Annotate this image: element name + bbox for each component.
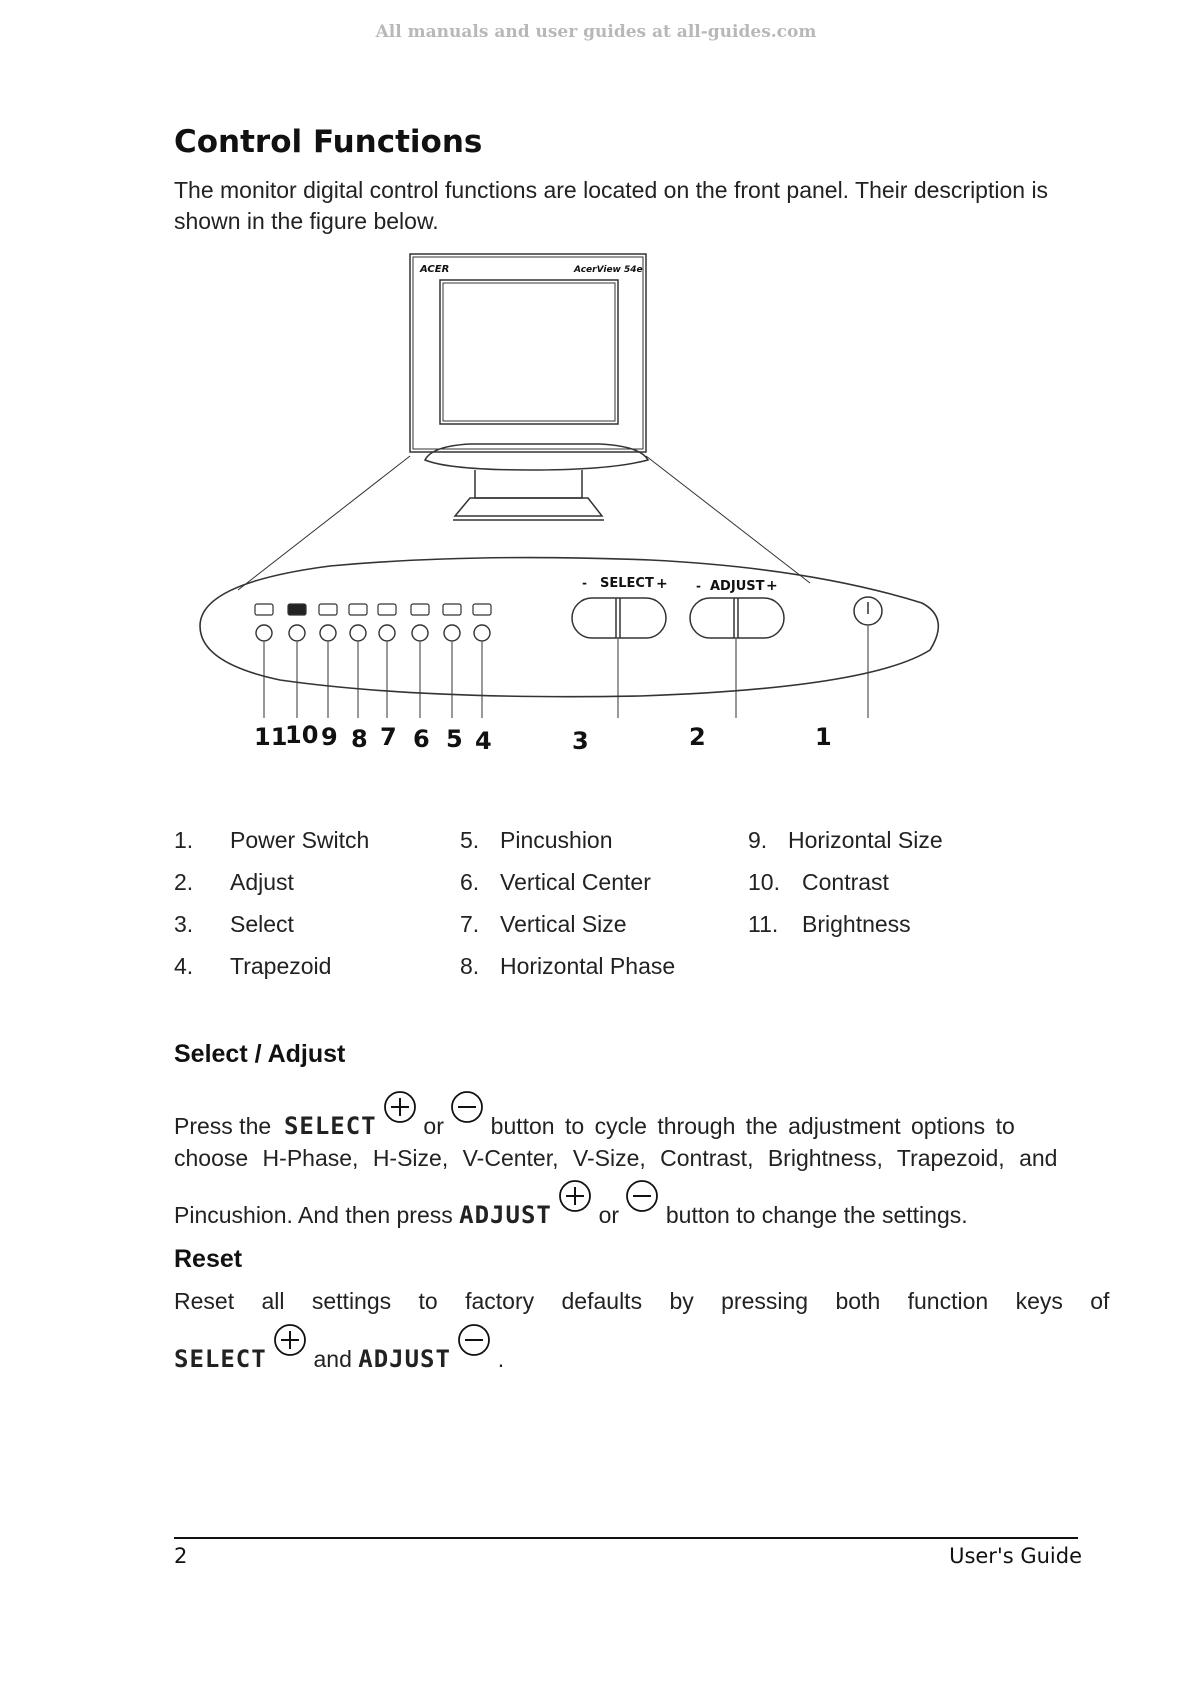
callout-number: 11 — [254, 723, 288, 751]
minus-circle-icon — [450, 1090, 484, 1124]
plus-circle-icon — [558, 1179, 592, 1213]
svg-text:-: - — [696, 579, 701, 593]
select-adjust-line-2: choose H-Phase, H-Size, V-Center, V-Size, Contrast, Brightness, Trapezoid, and — [174, 1145, 1058, 1171]
front-panel-figure — [170, 248, 940, 768]
minus-circle-icon — [457, 1323, 491, 1357]
control-symbol-icon — [288, 604, 306, 615]
legend-item: 9. Horizontal Size — [748, 827, 943, 853]
adjust-label: ADJUST — [710, 579, 765, 594]
control-symbol-icon — [411, 604, 429, 615]
indicator-led — [320, 625, 336, 641]
indicator-led — [474, 625, 490, 641]
front-panel-outline — [200, 558, 938, 697]
control-symbol-icon — [349, 604, 367, 615]
legend-item: 4. Trapezoid — [174, 953, 332, 979]
callout-number: 8 — [351, 725, 368, 753]
reset-line-2: SELECT and ADJUST . — [174, 1345, 1079, 1373]
model-label: AcerView 54e — [574, 265, 643, 275]
legend-item: 3. Select — [174, 911, 294, 937]
monitor-screen — [440, 280, 618, 424]
legend-item: 10. Contrast — [748, 869, 889, 895]
legend-column-2 — [460, 826, 675, 994]
control-symbol-icon — [443, 604, 461, 615]
legend-item: 1. Power Switch — [174, 827, 370, 853]
indicator-led — [444, 625, 460, 641]
page-title: Control Functions — [174, 124, 483, 160]
indicator-led — [379, 625, 395, 641]
watermark: All manuals and user guides at all-guides.com — [375, 22, 817, 42]
indicator-led — [412, 625, 428, 641]
callout-number: 5 — [446, 725, 463, 753]
callout-number: 7 — [380, 723, 397, 751]
reset-heading: Reset — [174, 1245, 243, 1273]
select-adjust-line-1: Press the SELECT or button to cycle through the adjustment options to — [174, 1112, 1079, 1140]
legend-item: 5. Pincushion — [460, 827, 613, 853]
legend-item: 11. Brightness — [748, 911, 911, 937]
legend-item: 6. Vertical Center — [460, 869, 651, 895]
svg-text:+: + — [656, 576, 668, 592]
callout-number: 9 — [321, 723, 338, 751]
plus-circle-icon — [273, 1323, 307, 1357]
legend-item: 8. Horizontal Phase — [460, 953, 676, 979]
select-adjust-heading: Select / Adjust — [174, 1040, 346, 1068]
indicator-led — [350, 625, 366, 641]
legend-item: 7. Vertical Size — [460, 911, 627, 937]
select-adjust-line-3: Pincushion. And then press ADJUST or button to change the settings. — [174, 1201, 1079, 1229]
select-label: SELECT — [600, 576, 654, 591]
indicator-led — [256, 625, 272, 641]
svg-text:-: - — [582, 576, 587, 590]
callout-number: 1 — [815, 723, 832, 751]
led-group — [255, 604, 491, 718]
control-symbol-icon — [319, 604, 337, 615]
control-symbol-icon — [473, 604, 491, 615]
callout-number: 10 — [285, 721, 319, 749]
callout-number: 6 — [413, 725, 430, 753]
front-panel-labels — [419, 264, 778, 594]
intro-paragraph: The monitor digital control functions are located on the front panel. Their description is shown in the figure below. — [174, 177, 1049, 234]
svg-text:+: + — [766, 578, 778, 594]
monitor-bezel — [410, 254, 646, 452]
reset-line-1: Reset all settings to factory defaults by pressing both function keys of — [174, 1288, 1110, 1314]
indicator-led — [289, 625, 305, 641]
control-symbol-icon — [378, 604, 396, 615]
control-symbol-icon — [255, 604, 273, 615]
callout-number: 4 — [475, 727, 492, 755]
legend-column-3 — [748, 826, 943, 952]
legend-item: 2. Adjust — [174, 869, 294, 895]
callout-number: 2 — [689, 723, 706, 751]
footer-rule — [174, 1537, 1078, 1539]
page-number: 2 — [174, 1544, 188, 1568]
plus-circle-icon — [383, 1090, 417, 1124]
legend-column-1 — [174, 826, 369, 994]
footer-guide-title: User's Guide — [949, 1544, 1082, 1568]
callout-number: 3 — [572, 727, 589, 755]
minus-circle-icon — [625, 1179, 659, 1213]
select-button — [572, 598, 666, 638]
adjust-button — [690, 598, 784, 638]
callout-numbers — [254, 721, 832, 755]
brand-label: ACER — [420, 264, 450, 275]
